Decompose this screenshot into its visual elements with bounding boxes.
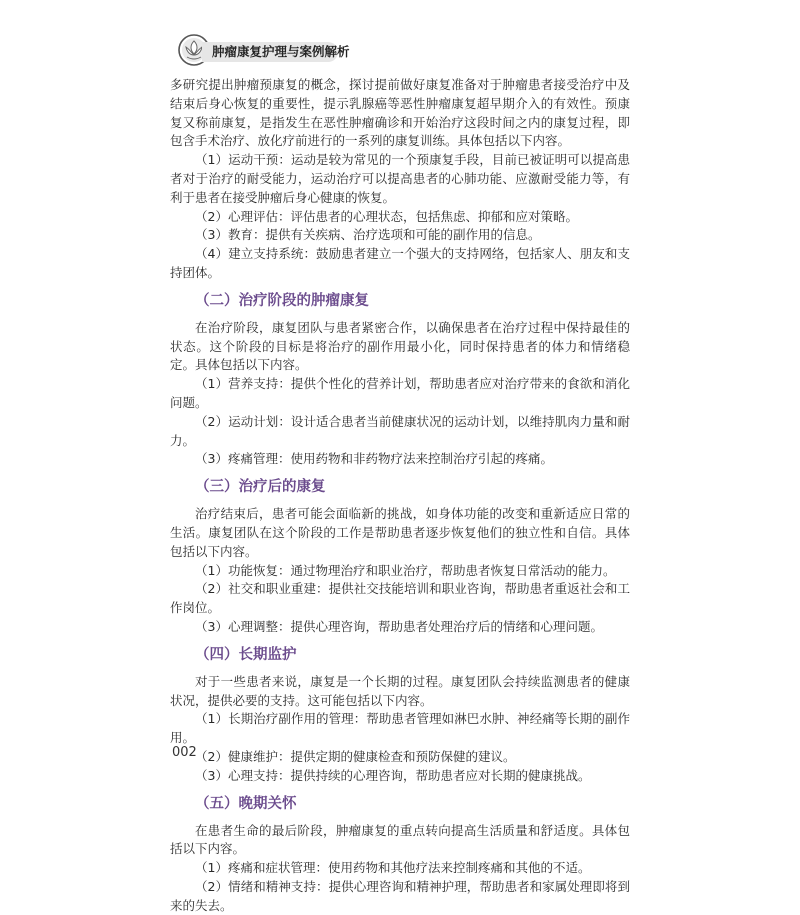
paragraph: 在治疗阶段，康复团队与患者紧密合作，以确保患者在治疗过程中保持最佳的状态。这个阶段的目标是将治疗的副作用最小化，同时保持患者的体力和情绪稳定。具体包括以下内容。 — [170, 319, 630, 373]
page-body — [170, 76, 630, 915]
paragraph: 在患者生命的最后阶段，肿瘤康复的重点转向提高生活质量和舒适度。具体包括以下内容。 — [170, 822, 630, 857]
list-item: （2）情绪和精神支持：提供心理咨询和精神护理，帮助患者和家属处理即将到来的失去。 — [170, 878, 630, 913]
header-title: 肿瘤康复护理与案例解析 — [212, 44, 350, 59]
list-item: （2）心理评估：评估患者的心理状态，包括焦虑、抑郁和应对策略。 — [195, 208, 578, 224]
section-heading: （三）治疗后的康复 — [195, 479, 326, 496]
paragraph: 多研究提出肿瘤预康复的概念，探讨提前做好康复准备对于肿瘤患者接受治疗中及结束后身心恢复的重要性，提示乳腺癌等恶性肿瘤康复超早期介入的有效性。预康复又称前康复，是指发生在恶性肿瘤确诊和开始治疗这段时间之内的康复过程，即包含手术治疗、放化疗前进行的一系列的康复训练。具体包括以下内容。 — [170, 77, 630, 149]
list-item: （2）运动计划：设计适合患者当前健康状况的运动计划，以维持肌肉力量和耐力。 — [170, 413, 630, 448]
list-item: （2）健康维护：提供定期的健康检查和预防保健的建议。 — [195, 748, 516, 764]
page-number: 002 — [172, 745, 197, 760]
list-item: （3）疼痛管理：使用药物和非药物疗法来控制治疗引起的疼痛。 — [195, 451, 553, 467]
list-item: （1）营养支持：提供个性化的营养计划，帮助患者应对治疗带来的食欲和消化问题。 — [170, 376, 630, 410]
section-heading: （五）晚期关怀 — [195, 795, 297, 812]
list-item: （3）教育：提供有关疾病、治疗选项和可能的副作用的信息。 — [195, 227, 541, 243]
list-item: （2）社交和职业重建：提供社交技能培训和职业咨询，帮助患者重返社会和工作岗位。 — [170, 581, 630, 616]
list-item: （4）建立支持系统：鼓励患者建立一个强大的支持网络，包括家人、朋友和支持团体。 — [170, 246, 630, 280]
list-item: （3）心理调整：提供心理咨询，帮助患者处理治疗后的情绪和心理问题。 — [195, 618, 603, 634]
list-item: （1）疼痛和症状管理：使用药物和其他疗法来控制疼痛和其他的不适。 — [195, 860, 591, 876]
list-item: （1）功能恢复：通过物理治疗和职业治疗，帮助患者恢复日常活动的能力。 — [195, 562, 616, 578]
section-heading: （四）长期监护 — [195, 646, 297, 663]
paragraph: 治疗结束后，患者可能会面临新的挑战，如身体功能的改变和重新适应日常的生活。康复团队在这个阶段的工作是帮助患者逐步恢复他们的独立性和自信。具体包括以下内容。 — [170, 506, 630, 559]
list-item: （1）长期治疗副作用的管理：帮助患者管理如淋巴水肿、神经痛等长期的副作用。 — [170, 711, 630, 746]
section-heading: （二）治疗阶段的肿瘤康复 — [195, 292, 369, 309]
list-item: （3）心理支持：提供持续的心理咨询，帮助患者应对长期的健康挑战。 — [195, 767, 591, 783]
list-item: （1）运动干预：运动是较为常见的一个预康复手段，目前已被证明可以提高患者对于治疗的耐受能力，运动治疗可以提高患者的心肺功能、应激耐受能力等，有利于患者在接受肿瘤后身心健康的恢复。 — [170, 152, 630, 205]
paragraph: 对于一些患者来说，康复是一个长期的过程。康复团队会持续监测患者的健康状况，提供必要的支持。这可能包括以下内容。 — [170, 673, 630, 708]
running-header — [178, 34, 350, 66]
